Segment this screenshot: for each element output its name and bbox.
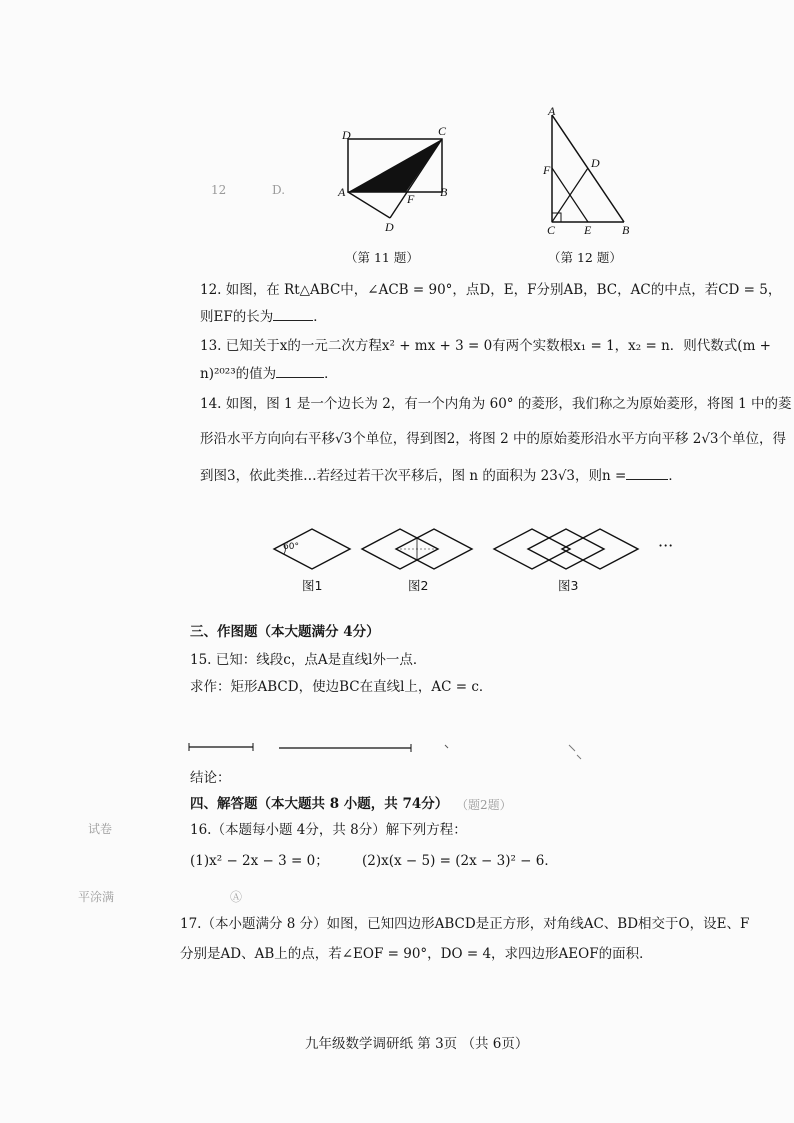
- q14-line3: 到图3，依此类推…若经过若干次平移后，图 n 的面积为 23√3，则n = ．: [200, 468, 682, 484]
- q17-line1: 17.（本小题满分 8 分）如图，已知四边形ABCD是正方形，对角线AC、BD相交于O，设E、F: [180, 916, 750, 932]
- q15-line1: 15. 已知：线段c，点A是直线l外一点．: [190, 652, 427, 668]
- svg-text:C: C: [547, 223, 556, 237]
- q14-line1: 14. 如图，图 1 是一个边长为 2，有一个内角为 60° 的菱形，我们称之为原始菱形，将图 1 中的菱: [200, 396, 792, 412]
- svg-text:A: A: [338, 185, 346, 199]
- figure-14-label-3: 图3: [558, 578, 579, 593]
- figure-14-angle: 60°: [283, 542, 299, 552]
- figure-14: [270, 524, 690, 574]
- q15-line2: 求作：矩形ABCD，使边BC在直线l上，AC = c．: [190, 679, 493, 695]
- page-footer: 九年级数学调研纸 第 3页 （共 6页）: [305, 1036, 529, 1052]
- svg-text:A: A: [548, 104, 556, 118]
- svg-text:B: B: [440, 185, 448, 199]
- q12-line2: 则EF的长为 ．: [200, 309, 327, 325]
- svg-text:F: F: [407, 192, 415, 206]
- svg-text:D: D: [385, 220, 394, 234]
- svg-text:E: E: [584, 223, 592, 237]
- margin-mark-2: 平涂满: [78, 890, 115, 904]
- section3-heading: 三、作图题（本大题满分 4分）: [190, 624, 380, 640]
- figure-14-label-1: 图1: [302, 578, 323, 593]
- margin-mark-option-d: D.: [272, 183, 286, 197]
- svg-text:D: D: [342, 128, 351, 142]
- margin-mark-1: 试卷: [88, 822, 113, 836]
- svg-text:D: D: [591, 156, 600, 170]
- q17-line2: 分别是AD、AB上的点，若∠EOF = 90°，DO = 4，求四边形AEOF的面积．: [180, 946, 653, 962]
- q13-line2: n)²⁰²³的值为 ．: [200, 366, 338, 382]
- figure-12-caption: （第 12 题）: [548, 250, 622, 265]
- margin-mark-3: Ⓐ: [230, 890, 243, 904]
- margin-mark-12: 12: [211, 183, 227, 197]
- figure-14-ellipsis: ···: [658, 536, 674, 555]
- q13-line1: 13. 已知关于x的一元二次方程x² + mx + 3 = 0有两个实数根x₁ = 1，x₂ = n．则代数式(m +: [200, 338, 771, 354]
- figure-11: [330, 125, 470, 235]
- margin-mark-stray: （题2题）: [456, 798, 512, 812]
- section4-heading: 四、解答题（本大题共 8 小题，共 74分）: [190, 796, 449, 812]
- figure-11-caption: （第 11 题）: [345, 250, 419, 265]
- q12-line1: 12. 如图，在 Rt△ABC中，∠ACB = 90°，点D，E，F分别AB，BC，AC的中点，若CD = 5，: [200, 282, 782, 298]
- q14-line2: 形沿水平方向向右平移√3个单位，得到图2，将图 2 中的原始菱形沿水平方向平移 2√3个单位，得: [200, 431, 787, 447]
- svg-text:C: C: [438, 124, 447, 138]
- q16-eq2: (2)x(x − 5) = (2x − 3)² − 6．: [362, 853, 558, 869]
- figure-14-label-2: 图2: [408, 578, 429, 593]
- q16-intro: 16.（本题每小题 4分，共 8分）解下列方程：: [190, 822, 467, 838]
- construction-segments: [185, 735, 605, 765]
- figure-12: [538, 105, 638, 235]
- svg-text:F: F: [543, 163, 551, 177]
- conclusion-label: 结论：: [190, 770, 231, 786]
- svg-text:B: B: [622, 223, 630, 237]
- q16-eq1: (1)x² − 2x − 3 = 0；: [190, 853, 329, 869]
